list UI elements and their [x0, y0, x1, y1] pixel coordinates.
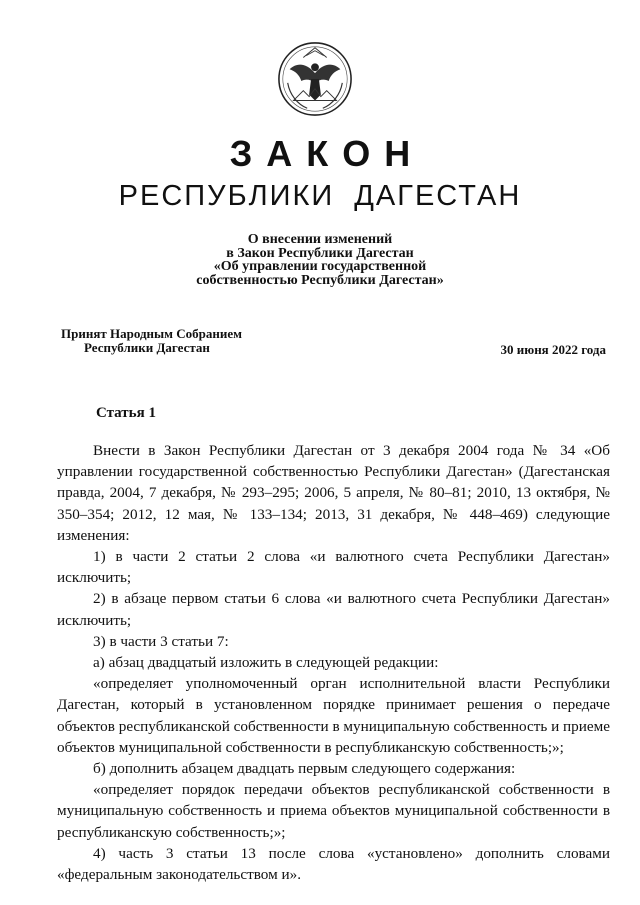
article-paragraph: 4) часть 3 статьи 13 после слова «установлено» дополнить словами «федеральным законодательством и». — [57, 844, 610, 884]
law-subtitle — [0, 233, 640, 287]
article-paragraph: Внести в Закон Республики Дагестан от 3 декабря 2004 года № 34 «Об управлении государственной собственностью Республики Дагестан» (Дагестанская правда, 2004, 7 декабря, № 293–295; 2006, 5 апреля, № 80–81; 2010, 13 октября, № 350–354; 2012, 12 мая, № 133–134; 2013, 31 декабря, № 448–469) следующие изменения: — [57, 442, 610, 544]
subtitle-line: О внесении изменений — [247, 232, 393, 247]
adoption-date: 30 июня 2022 года — [500, 342, 606, 357]
article-body — [57, 440, 610, 885]
document-title: ЗАКОН — [229, 133, 425, 174]
article-paragraph: 3) в части 3 статьи 7: — [93, 632, 229, 650]
coat-of-arms-icon — [276, 40, 354, 118]
adoption-line: Республики Дагестан — [84, 340, 210, 355]
article-paragraph: «определяет уполномоченный орган исполнительной власти Республики Дагестан, который в установленном порядке принимает решения о передаче объектов республиканской собственности в муниципальную собственность и приеме объектов муниципальной собственности в республиканскую собственность;»; — [57, 675, 610, 756]
adoption-info — [61, 327, 242, 355]
subtitle-line: собственностью Республики Дагестан» — [196, 272, 444, 288]
article-paragraph: 1) в части 2 статьи 2 слова «и валютного счета Республики Дагестан» исключить; — [57, 548, 610, 587]
article-title: Статья 1 — [96, 405, 156, 421]
adoption-line: Принят Народным Собранием — [61, 326, 243, 341]
subtitle-line: «Об управлении государственной — [213, 259, 427, 274]
document-republic: РЕСПУБЛИКИ ДАГЕСТАН — [118, 180, 522, 212]
article-paragraph: б) дополнить абзацем двадцать первым следующего содержания: — [93, 760, 516, 778]
article-paragraph: а) абзац двадцатый изложить в следующей редакции: — [93, 654, 439, 672]
subtitle-line: в Закон Республики Дагестан — [226, 245, 414, 261]
article-paragraph: 2) в абзаце первом статьи 6 слова «и валютного счета Республики Дагестан» исключить; — [57, 590, 610, 629]
article-paragraph: «определяет порядок передачи объектов республиканской собственности в муниципальную собственность и приема объектов муниципальной собственности в республиканскую собственность;»; — [57, 781, 610, 841]
